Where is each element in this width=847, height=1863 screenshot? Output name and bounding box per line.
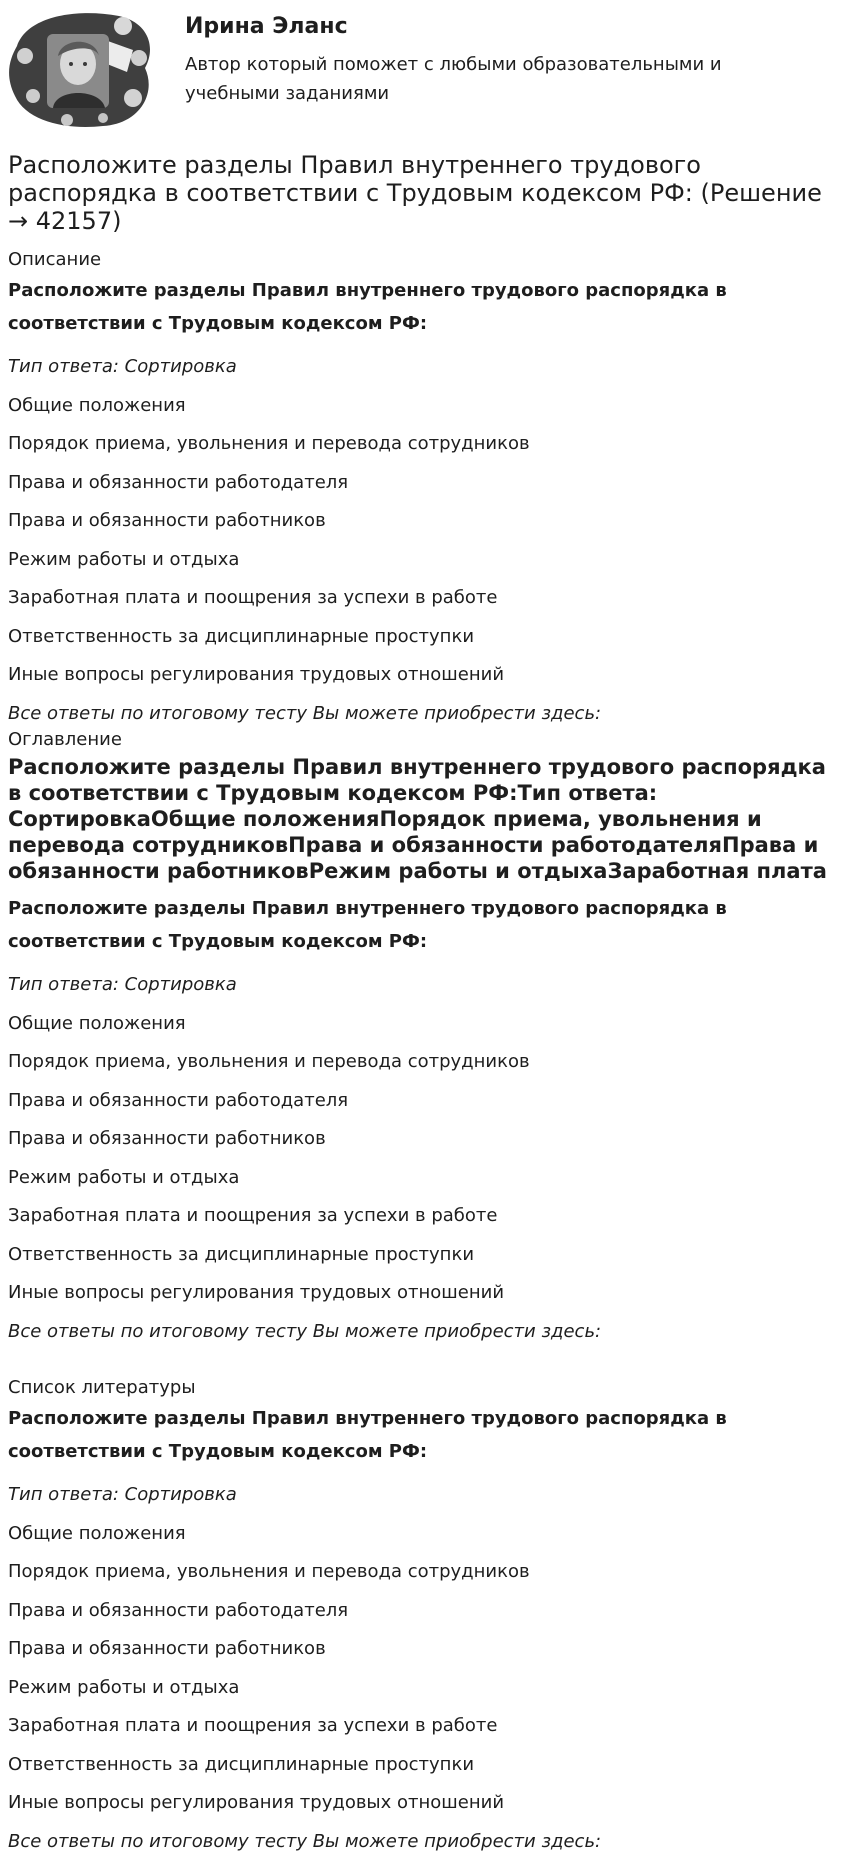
list-item: Общие положения bbox=[8, 1007, 838, 1046]
toc-text: Расположите разделы Правил внутреннего трудового распорядка в соответствии с Трудовым кодексом РФ:Тип ответа: СортировкаОбщие положенияПорядок приема, увольнения и перевода сотрудниковПрава и обязанности работодателяПрава и обязанности работниковРежим работы и отдыхаЗаработная плата bbox=[8, 754, 838, 884]
list-item: Режим работы и отдыха bbox=[8, 543, 838, 582]
section-heading: Описание bbox=[8, 246, 838, 274]
list-item: Режим работы и отдыха bbox=[8, 1161, 838, 1200]
author-card bbox=[0, 0, 847, 135]
author-avatar[interactable] bbox=[7, 6, 155, 130]
list-item: Иные вопросы регулирования трудовых отношений bbox=[8, 1786, 838, 1825]
purchase-note: Все ответы по итоговому тесту Вы можете приобрести здесь: bbox=[8, 1315, 838, 1354]
question-text: Расположите разделы Правил внутреннего трудового распорядка в соответствии с Трудовым кодексом РФ: bbox=[8, 1402, 838, 1468]
list-item: Общие положения bbox=[8, 389, 838, 428]
list-item: Заработная плата и поощрения за успехи в работе bbox=[8, 1199, 838, 1238]
section-table-of-contents bbox=[8, 726, 838, 1353]
author-bio: Автор который поможет с любыми образовательными и учебными заданиями bbox=[185, 50, 805, 108]
purchase-note: Все ответы по итоговому тесту Вы можете приобрести здесь: bbox=[8, 697, 838, 736]
list-item: Общие положения bbox=[8, 1517, 838, 1556]
list-item: Иные вопросы регулирования трудовых отношений bbox=[8, 1276, 838, 1315]
list-item: Ответственность за дисциплинарные проступки bbox=[8, 1748, 838, 1787]
list-item: Права и обязанности работодателя bbox=[8, 466, 838, 505]
list-item: Порядок приема, увольнения и перевода сотрудников bbox=[8, 1045, 838, 1084]
list-item: Права и обязанности работников bbox=[8, 1122, 838, 1161]
list-item: Порядок приема, увольнения и перевода сотрудников bbox=[8, 427, 838, 466]
answer-type: Тип ответа: Сортировка bbox=[8, 350, 838, 389]
author-photo bbox=[47, 34, 109, 108]
list-item: Ответственность за дисциплинарные проступки bbox=[8, 620, 838, 659]
author-name[interactable]: Ирина Эланс bbox=[185, 13, 348, 41]
list-item: Права и обязанности работодателя bbox=[8, 1594, 838, 1633]
list-item: Ответственность за дисциплинарные проступки bbox=[8, 1238, 838, 1277]
list-item: Порядок приема, увольнения и перевода сотрудников bbox=[8, 1555, 838, 1594]
purchase-note: Все ответы по итоговому тесту Вы можете приобрести здесь: bbox=[8, 1825, 838, 1863]
list-item: Иные вопросы регулирования трудовых отношений bbox=[8, 658, 838, 697]
section-bibliography bbox=[8, 1374, 838, 1863]
section-description bbox=[8, 246, 838, 735]
list-item: Права и обязанности работодателя bbox=[8, 1084, 838, 1123]
page-title: Расположите разделы Правил внутреннего трудового распорядка в соответствии с Трудовым кодексом РФ: (Решение → 42157) bbox=[8, 151, 838, 235]
question-text: Расположите разделы Правил внутреннего трудового распорядка в соответствии с Трудовым кодексом РФ: bbox=[8, 274, 838, 340]
list-item: Режим работы и отдыха bbox=[8, 1671, 838, 1710]
list-item: Права и обязанности работников bbox=[8, 1632, 838, 1671]
answer-type: Тип ответа: Сортировка bbox=[8, 1478, 838, 1517]
list-item: Права и обязанности работников bbox=[8, 504, 838, 543]
list-item: Заработная плата и поощрения за успехи в работе bbox=[8, 581, 838, 620]
section-heading: Оглавление bbox=[8, 726, 838, 754]
question-text: Расположите разделы Правил внутреннего трудового распорядка в соответствии с Трудовым кодексом РФ: bbox=[8, 892, 838, 958]
list-item: Заработная плата и поощрения за успехи в работе bbox=[8, 1709, 838, 1748]
answer-type: Тип ответа: Сортировка bbox=[8, 968, 838, 1007]
section-heading: Список литературы bbox=[8, 1374, 838, 1402]
